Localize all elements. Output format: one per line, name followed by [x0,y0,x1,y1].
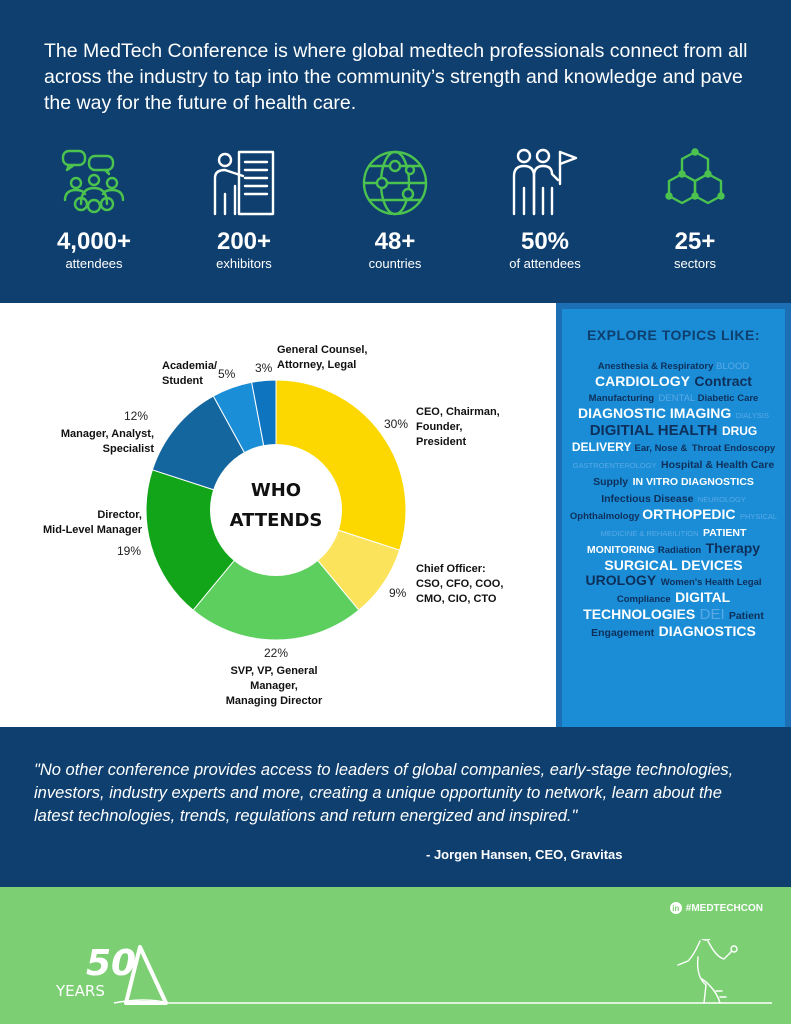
topic-word: Anesthesia & Respiratory [597,361,716,372]
hexagon-network-icon [660,148,730,218]
topic-word: IN VITRO DIAGNOSTICS [632,476,754,488]
topic-word: DENTAL [658,393,698,404]
logo-swoosh-line [114,1000,772,1003]
label-ceo [416,405,500,450]
topic-word: UROLOGY [585,572,657,588]
label-director [18,508,142,538]
intro-text: The MedTech Conference is where global medtech professionals connect from all across the industry to tap into the community’s strength and knowledge and pave the way for the future of health care. [44,40,748,114]
hashtag-link[interactable] [670,902,763,914]
topic-word: PHYSICAL MEDICINE & REHABILITION [600,512,778,538]
stat-value: 25+ [674,228,716,255]
hashtag-text: #MEDTECHCON [685,902,763,914]
header-band [0,0,791,303]
label-manager [20,427,154,457]
runner-illustration-icon [678,939,737,1003]
pct-svp: 22% [264,646,289,660]
topic-word: Throat Endoscopy [691,443,776,454]
quote-author: - Jorgen Hansen, CEO, Gravitas [426,847,623,862]
topic-word: DIAGNOSTIC IMAGING [578,405,732,421]
stat-exhibitors [169,148,319,272]
topic-word: DEI [699,606,729,623]
topic-word: Manufacturing [588,393,655,404]
label-svp [204,664,344,709]
people-chat-icon [59,148,129,218]
chart-center-title-1: WHO [250,480,302,501]
topic-word: Contract [694,373,752,389]
topic-word: DIGITIAL HEALTH [589,422,718,439]
topic-word: ORTHOPEDIC [642,506,736,522]
topic-word: Patient Engagement [591,610,764,639]
who-attends-chart [0,303,556,727]
label-line: Manager, [250,680,298,692]
pct-ceo: 30% [384,417,409,431]
topic-word: Infectious Disease [601,493,694,505]
team-flag-icon [510,148,580,218]
stat-label: exhibitors [216,256,272,271]
stat-label: countries [368,256,422,271]
pct-manager: 12% [124,409,149,423]
topic-word: Diabetic Care [697,393,759,404]
topic-word: Hospital & Health Care Supply [593,459,775,488]
label-line: Mid-Level Manager [42,524,142,536]
label-line: Specialist [102,443,154,455]
topic-word: DRUG DELIVERY [571,424,758,454]
label-line: President [416,436,467,448]
label-line: Director, [97,509,142,521]
stat-value: 48+ [374,228,416,255]
topic-word: PATIENT MONITORING [586,527,747,556]
label-line: SVP, VP, General [230,665,318,677]
topic-word: CARDIOLOGY [595,373,690,389]
stat-attendees [19,148,169,272]
pct-academia: 5% [218,367,236,381]
label-line: CSO, CFO, COO, [416,578,504,590]
logo-number: 50 [86,943,137,984]
topic-word: NEUROLOGY [697,495,746,504]
label-line: General Counsel, [277,344,368,356]
label-line: Managing Director [225,695,323,707]
label-line: Manager, Analyst, [60,428,154,440]
label-line: Attorney, Legal [277,359,357,371]
testimonial-quote: "No other conference provides access to leaders of global companies, early-stage technologies, investors, industry experts and more, creating a unique opportunity to network, learn about the latest technologies, trends, regulations and return energized and inspired." [34,761,734,825]
topic-word: Ophthalmology [569,511,643,522]
logo-years: YEARS [56,982,105,1000]
label-academia [162,359,217,389]
topic-word: SURGICAL DEVICES [604,557,743,573]
stat-label: attendees [65,256,123,271]
pct-director: 19% [117,544,142,558]
topics-title: EXPLORE TOPICS LIKE: [586,327,761,343]
stat-sectors [620,148,770,272]
pct-chief: 9% [389,586,407,600]
pct-counsel: 3% [255,361,273,375]
stat-value: 4,000+ [56,228,132,255]
topic-word: GASTROENTEROLOGY [572,461,657,470]
topic-word: Therapy [705,540,761,556]
label-counsel [277,343,367,373]
topic-word: DIGITAL TECHNOLOGIES [583,589,731,622]
topics-word-cloud [568,357,779,641]
globe-network-icon [360,148,430,218]
stat-label: sectors [674,256,716,271]
topic-word: Women's Health [660,577,737,588]
topic-word: Legal Compliance [616,577,762,605]
topics-panel [556,303,791,727]
presenter-board-icon [209,148,279,218]
stat-countries [320,148,470,272]
topic-word: BLOOD [716,361,750,372]
topic-word: Ear, Nose & [634,443,688,454]
label-chief [416,562,503,607]
stat-value: 200+ [216,228,272,255]
topic-word: DIAGNOSTICS [658,623,756,639]
label-line: Founder, [416,421,463,433]
label-line: Chief Officer: [416,563,486,575]
linkedin-icon: in [670,902,682,914]
footer-band [0,887,791,1024]
label-line: Academia/ [162,360,218,372]
label-line: CEO, Chairman, [416,406,500,418]
stat-label: of attendees [509,256,581,271]
stat-percent-attendees [470,148,620,272]
fifty-years-logo [56,939,776,1019]
topic-word: Radiation [657,545,702,556]
label-line: CMO, CIO, CTO [416,593,497,605]
quote-band [0,727,791,887]
topics-cloud-box [562,309,785,727]
label-line: Student [162,375,203,387]
chart-center-title-2: ATTENDS [229,510,323,531]
topic-word: DIALYSIS [735,411,769,420]
stat-value: 50% [520,228,570,255]
